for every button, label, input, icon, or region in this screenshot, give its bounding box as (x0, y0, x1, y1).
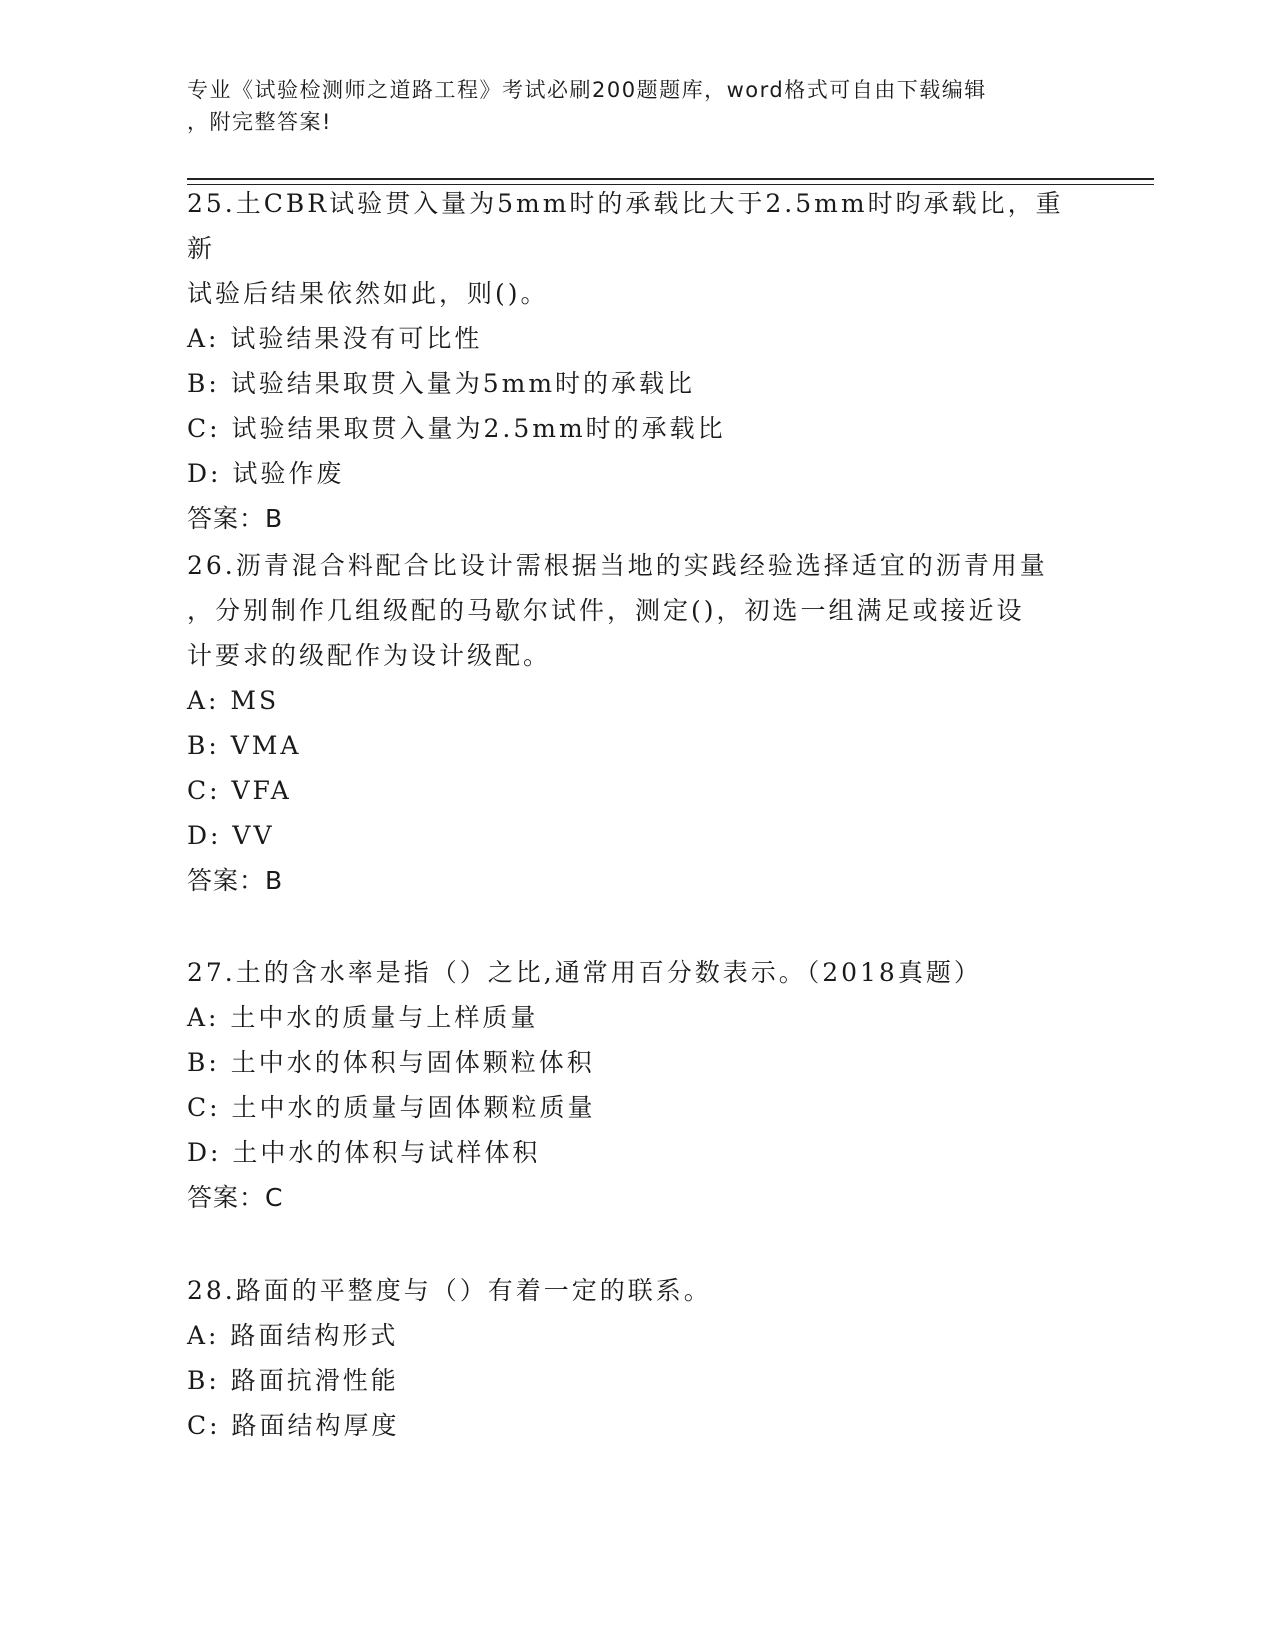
question-stem-line: ，分别制作几组级配的马歇尔试件，测定()，初选一组满足或接近设 (187, 596, 1025, 625)
question-25 (187, 181, 1087, 541)
header-title-line-2: ，附完整答案! (187, 110, 332, 134)
answer-line: 答案：C (187, 1183, 284, 1212)
question-stem-line: 25.土CBR试验贯入量为5mm时的承载比大于2.5mm时昀承载比，重新 (187, 189, 1064, 263)
question-stem-line: 计要求的级配作为设计级配。 (187, 641, 552, 670)
question-stem-line: 试验后结果依然如此，则()。 (187, 279, 549, 308)
question-stem-line: 27.土的含水率是指（）之比,通常用百分数表示。（2018真题） (187, 958, 982, 987)
option-a: A: 土中水的质量与上样质量 (187, 1003, 539, 1032)
option-c: C: 路面结构厚度 (187, 1411, 400, 1440)
option-b: B: 试验结果取贯入量为5mm时的承载比 (187, 369, 696, 398)
option-c: C: VFA (187, 776, 292, 805)
option-b: B: VMA (187, 731, 302, 760)
option-a: A: 路面结构形式 (187, 1321, 399, 1350)
document-header (187, 74, 1067, 138)
question-stem-line: 26.沥青混合料配合比设计需根据当地的实践经验选择适宜的沥青用量 (187, 551, 1048, 580)
option-a: A: MS (187, 686, 280, 715)
option-c: C: 土中水的质量与固体颗粒质量 (187, 1093, 596, 1122)
option-c: C: 试验结果取贯入量为2.5mm时的承载比 (187, 414, 726, 443)
option-d: D: VV (187, 821, 275, 850)
option-a: A: 试验结果没有可比性 (187, 324, 483, 353)
answer-line: 答案：B (187, 866, 284, 895)
option-b: B: 土中水的体积与固体颗粒体积 (187, 1048, 595, 1077)
question-28 (187, 1268, 1087, 1448)
question-27 (187, 950, 1087, 1220)
answer-line: 答案：B (187, 504, 284, 533)
question-stem-line: 28.路面的平整度与（）有着一定的联系。 (187, 1276, 712, 1305)
header-divider-thick (187, 178, 1154, 180)
option-d: D: 试验作废 (187, 459, 345, 488)
option-b: B: 路面抗滑性能 (187, 1366, 399, 1395)
header-title-line-1: 专业《试验检测师之道路工程》考试必刷200题题库，word格式可自由下载编辑 (187, 78, 987, 102)
question-26 (187, 543, 1087, 903)
option-d: D: 土中水的体积与试样体积 (187, 1138, 541, 1167)
